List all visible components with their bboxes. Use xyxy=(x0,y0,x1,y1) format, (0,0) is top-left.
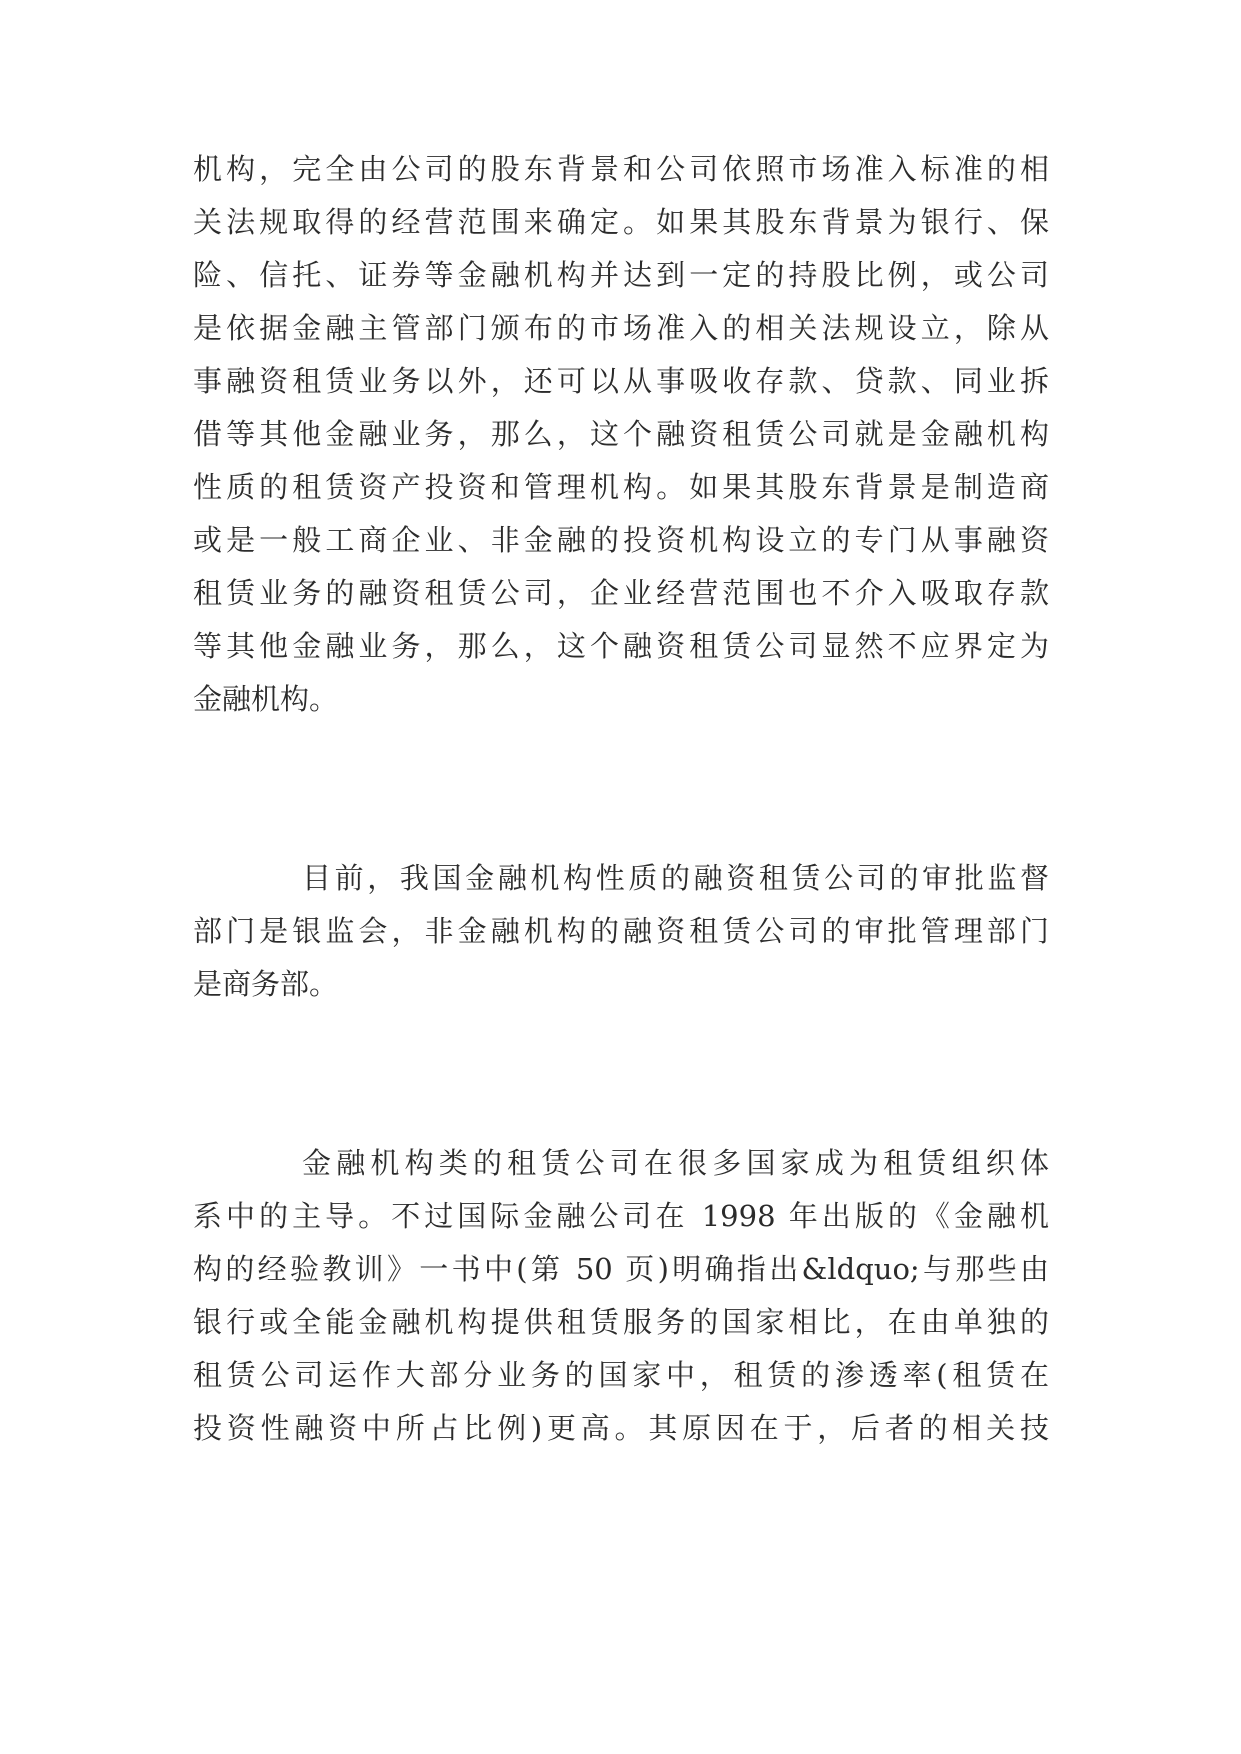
paragraph-line: 是依据金融主管部门颁布的市场准入的相关法规设立，除从 xyxy=(193,311,1049,345)
paragraph-line: 租赁公司运作大部分业务的国家中，租赁的渗透率(租赁在 xyxy=(193,1358,1049,1392)
paragraph-line: 是商务部。 xyxy=(193,967,339,1001)
paragraph-line: 等其他金融业务，那么，这个融资租赁公司显然不应界定为 xyxy=(193,629,1049,663)
paragraph-line: 事融资租赁业务以外，还可以从事吸收存款、贷款、同业拆 xyxy=(193,364,1049,398)
paragraph-line: 关法规取得的经营范围来确定。如果其股东背景为银行、保 xyxy=(193,205,1049,239)
paragraph-line: 投资性融资中所占比例)更高。其原因在于，后者的相关技 xyxy=(193,1411,1049,1445)
paragraph-line: 目前，我国金融机构性质的融资租赁公司的审批监督 xyxy=(302,861,1049,895)
paragraph-line: 构的经验教训》一书中(第 50 页)明确指出&ldquo;与那些由 xyxy=(193,1252,1049,1286)
paragraph-line: 借等其他金融业务，那么，这个融资租赁公司就是金融机构 xyxy=(193,417,1049,451)
paragraph-line: 部门是银监会，非金融机构的融资租赁公司的审批管理部门 xyxy=(193,914,1049,948)
paragraph-line: 性质的租赁资产投资和管理机构。如果其股东背景是制造商 xyxy=(193,470,1049,504)
paragraph-line: 金融机构。 xyxy=(193,682,339,716)
paragraph-line: 银行或全能金融机构提供租赁服务的国家相比，在由单独的 xyxy=(193,1305,1049,1339)
paragraph-line: 金融机构类的租赁公司在很多国家成为租赁组织体 xyxy=(302,1146,1049,1180)
paragraph-line: 系中的主导。不过国际金融公司在 1998 年出版的《金融机 xyxy=(193,1199,1049,1233)
paragraph-line: 或是一般工商企业、非金融的投资机构设立的专门从事融资 xyxy=(193,523,1049,557)
paragraph-line: 机构，完全由公司的股东背景和公司依照市场准入标准的相 xyxy=(193,152,1049,186)
paragraph-line: 险、信托、证券等金融机构并达到一定的持股比例，或公司 xyxy=(193,258,1049,292)
paragraph-line: 租赁业务的融资租赁公司，企业经营范围也不介入吸取存款 xyxy=(193,576,1049,610)
